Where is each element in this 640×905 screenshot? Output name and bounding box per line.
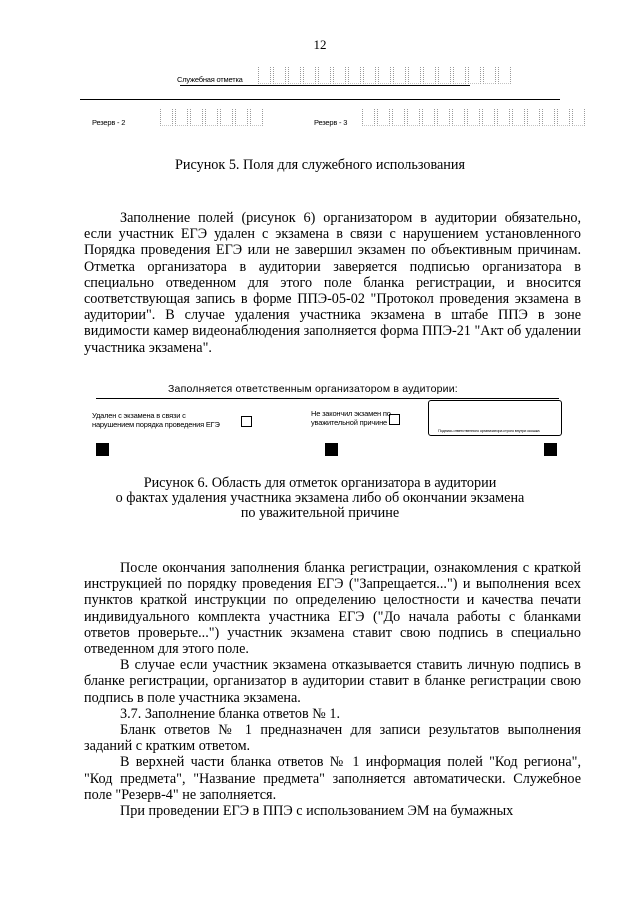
service-mark-label: Служебная отметка: [177, 75, 243, 84]
service-mark-cells: [258, 67, 511, 84]
figure-5-caption: Рисунок 5. Поля для служебного использования: [175, 157, 465, 173]
marker-square-center: [325, 443, 338, 456]
figure-6-header: Заполняется ответственным организатором в аудитории:: [168, 383, 458, 395]
paragraph-6: В верхней части бланка ответов № 1 информация полей "Код региона", "Код предмета", "Название предмета" заполняется автоматически. Служебное поле "Резерв-4" не заполняется.: [84, 754, 581, 803]
reserve-3-cells: [362, 109, 585, 126]
reserve-2-label: Резерв - 2: [92, 118, 126, 127]
section-3-7-heading: 3.7. Заполнение бланка ответов № 1.: [120, 705, 340, 722]
paragraph-3: В случае если участник экзамена отказывается ставить личную подпись в бланке регистрации, организатор в аудитории ставит в бланке регистрации свою подпись в поле участника экзамена.: [84, 657, 581, 706]
paragraph-1: [84, 210, 581, 356]
paragraph-5: Бланк ответов № 1 предназначен для записи результатов выполнения заданий с кратким ответом.: [84, 722, 581, 755]
not-finished-label: Не закончил экзамен по уважительной причине: [311, 409, 391, 427]
figure-6-caption: Рисунок 6. Область для отметок организатора в аудитории о фактах удаления участника экзамена либо об окончании экзамена по уважительной причине: [115, 475, 525, 521]
reserve-2-cells: [160, 109, 263, 126]
reserve-3-label: Резерв - 3: [314, 118, 348, 127]
not-finished-checkbox[interactable]: [389, 414, 400, 425]
figure-6-header-line: [96, 398, 559, 399]
paragraph-7: При проведении ЕГЭ в ППЭ с использованием ЭМ на бумажных: [120, 803, 514, 820]
removed-checkbox[interactable]: [241, 416, 252, 427]
paragraph-1-text: Заполнение полей (рисунок 6) организатором в аудитории обязательно, если участник ЕГЭ удален с экзамена в связи с нарушением установленного Порядка проведения ЕГЭ или не завершил экзамен по объективным причинам. Отметка организатора в аудитории заверяется подписью организатора в специально отведенном для этого поле бланка регистрации, и вносится соответствующая запись в форме ППЭ-05-02 "Протокол проведения экзамена в аудитории". В случае удаления участника экзамена в штабе ППЭ в зоне видимости камер видеонаблюдения заполняется форма ППЭ-21 "Акт об удалении участника экзамена".: [84, 210, 581, 356]
signature-label: Подпись ответственного организатора строго внутри окошка: [438, 428, 540, 433]
separator-line: [80, 99, 560, 100]
page-number: 12: [313, 37, 327, 52]
service-mark-underline: [180, 85, 470, 86]
paragraph-2: После окончания заполнения бланка регистрации, ознакомления с краткой инструкцией по порядку проведения ЕГЭ ("Запрещается...") и выполнения всех пунктов краткой инструкции по определению целостности и качества печати индивидуального комплекта участника ЕГЭ ("До начала работы с бланками ответов проверьте...") участник экзамена ставит свою подпись в специально отведенном для этого поле.: [84, 560, 581, 658]
body-text: [84, 560, 581, 819]
marker-square-right: [544, 443, 557, 456]
removed-label: Удален с экзамена в связи с нарушением порядка проведения ЕГЭ: [92, 411, 220, 429]
marker-square-left: [96, 443, 109, 456]
